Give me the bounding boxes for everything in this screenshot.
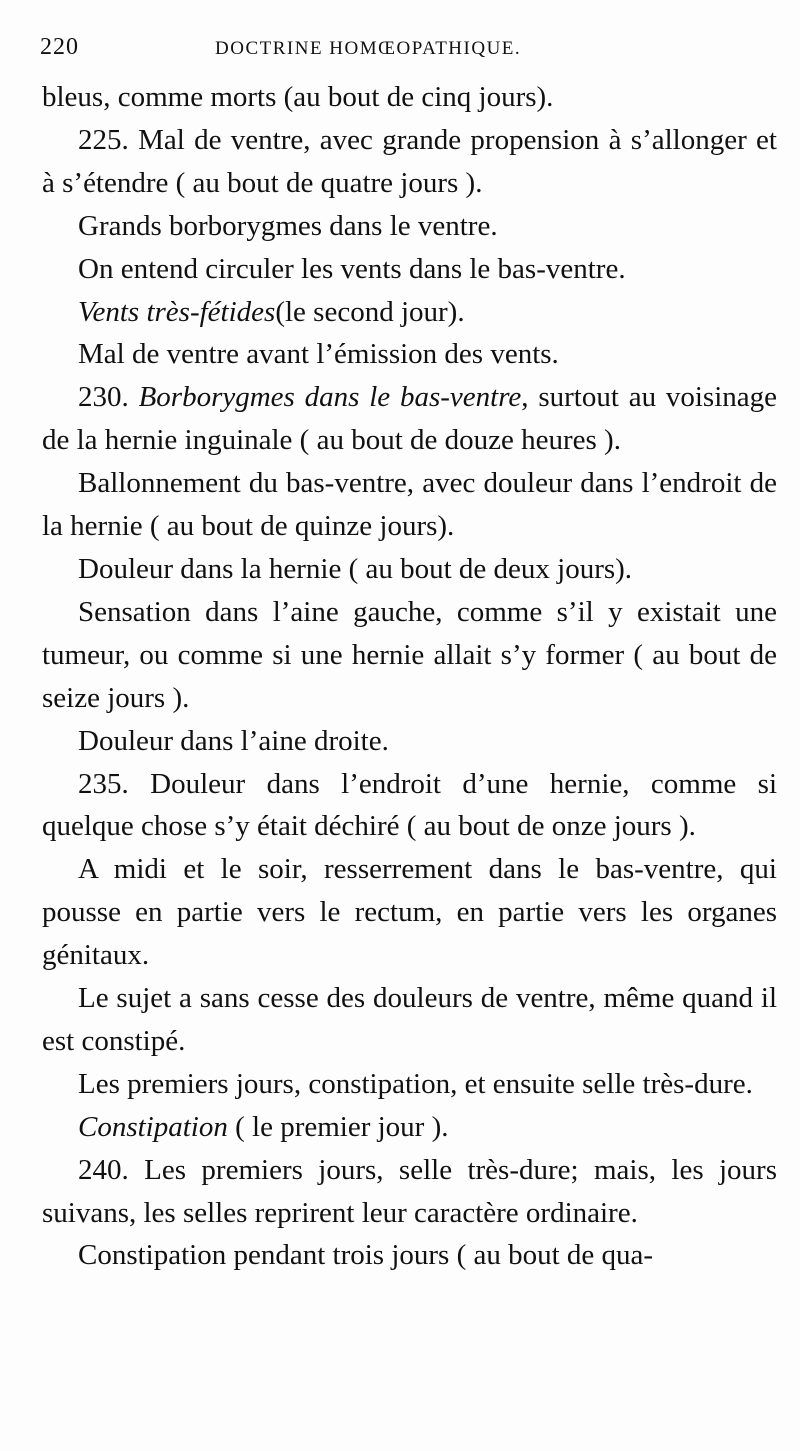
paragraph: On entend circuler les vents dans le bas-ventre. <box>78 252 626 285</box>
paragraph: 230. Borborygmes dans le bas-ventre, surtout au voisinage de la hernie inguinale ( au bout de douze heures ). <box>42 381 778 457</box>
paragraph: Sensation dans l’aine gauche, comme s’il y existait une tumeur, ou comme si une hernie allait s’y former ( au bout de seize jours ). <box>42 595 777 714</box>
running-title: DOCTRINE HOMŒOPATHIQUE. <box>215 38 522 59</box>
paragraph: Grands borborygmes dans le ventre. <box>78 209 498 242</box>
paragraph: Le sujet a sans cesse des douleurs de ventre, même quand il est constipé. <box>42 982 777 1057</box>
paragraph: Vents très-fétides(le second jour). <box>78 295 465 328</box>
paragraph: Douleur dans l’aine droite. <box>78 724 389 757</box>
paragraph: Douleur dans la hernie ( au bout de deux jours). <box>78 552 633 585</box>
paragraph: 225. Mal de ventre, avec grande propension à s’allonger et à s’étendre ( au bout de quatre jours ). <box>42 123 777 199</box>
body-text <box>42 76 777 1277</box>
paragraph: Mal de ventre avant l’émission des vents. <box>78 338 559 371</box>
paragraph: Les premiers jours, constipation, et ensuite selle très-dure. <box>78 1067 753 1100</box>
paragraph: 240. Les premiers jours, selle très-dure; mais, les jours suivans, les selles reprirent leur caractère ordinaire. <box>42 1153 778 1229</box>
paragraph: bleus, comme morts (au bout de cinq jours). <box>42 81 554 113</box>
paragraph: Constipation ( le premier jour ). <box>78 1110 449 1143</box>
paragraph: A midi et le soir, resserrement dans le bas-ventre, qui pousse en partie vers le rectum, en partie vers les organes génitaux. <box>42 853 777 972</box>
page-header <box>40 30 780 66</box>
paragraph: 235. Douleur dans l’endroit d’une hernie, comme si quelque chose s’y était déchiré ( au bout de onze jours ). <box>42 767 778 843</box>
page-number: 220 <box>40 34 79 60</box>
paragraph: Constipation pendant trois jours ( au bout de qua- <box>78 1239 654 1272</box>
paragraph: Ballonnement du bas-ventre, avec douleur dans l’endroit de la hernie ( au bout de quinze jours). <box>42 467 777 543</box>
